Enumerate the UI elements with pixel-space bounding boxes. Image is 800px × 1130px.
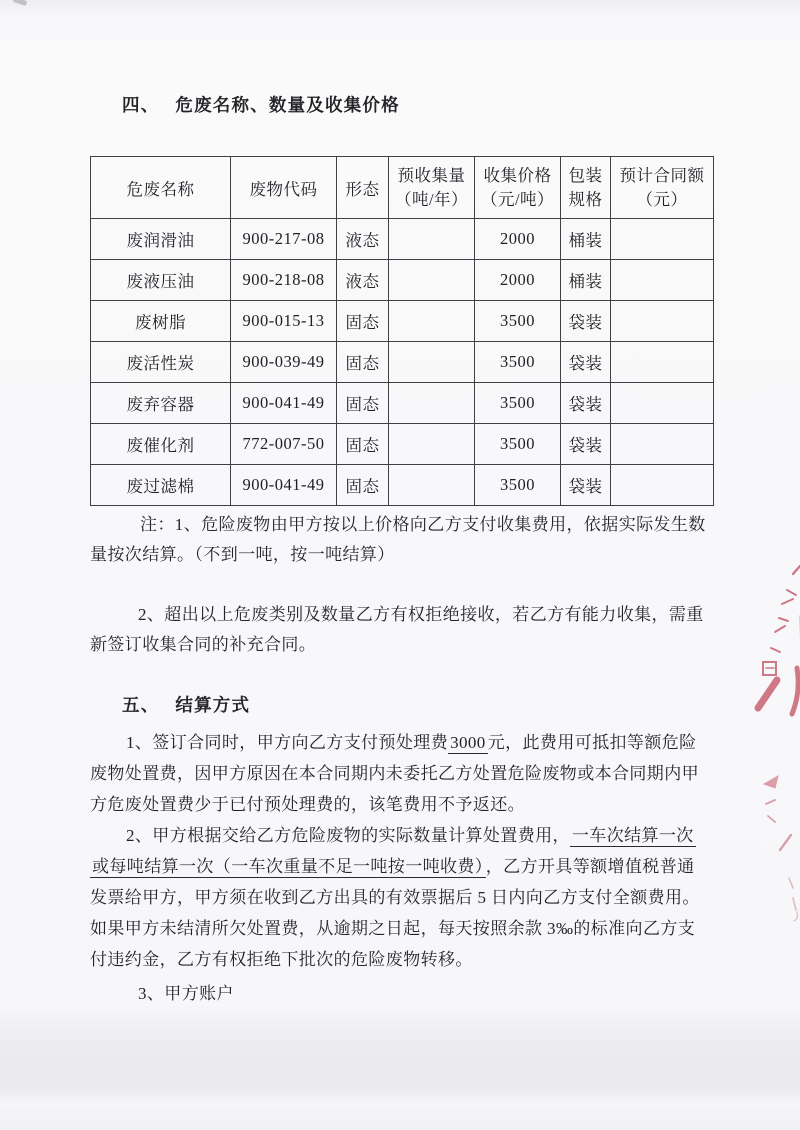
contract-line: 发票给甲方，甲方须在收到乙方出具的有效票据后 5 日内向乙方支付全额费用。 (90, 888, 700, 907)
cell-price: 2000 (475, 219, 561, 260)
contract-line: 废物处置费，因甲方原因在本合同期内未委托乙方处置危险废物或本合同期内甲 (90, 764, 699, 783)
cell-packaging: 袋装 (561, 301, 611, 342)
cell-packaging: 桶装 (561, 219, 611, 260)
col-header-amount: 预计合同额 （元） (611, 157, 714, 219)
table-row (91, 465, 714, 506)
cell-price: 3500 (475, 424, 561, 465)
table-row (91, 219, 714, 260)
note-paragraph-1 (90, 510, 730, 570)
contract-line: 注：1、危险废物由甲方按以上价格向乙方支付收集费用，依据实际发生数 (140, 515, 706, 534)
settlement-paragraph-3 (90, 978, 730, 1009)
cell-waste-code: 900-039-49 (231, 342, 337, 383)
section-4-heading (122, 90, 400, 120)
cell-packaging: 袋装 (561, 383, 611, 424)
contract-line: 新签订收集合同的补充合同。 (90, 635, 317, 654)
section-4-title: 危废名称、数量及收集价格 (175, 95, 400, 115)
cell-volume (389, 219, 475, 260)
cell-price: 3500 (475, 342, 561, 383)
contract-line: 或每吨结算一次（一车次重量不足一吨按一吨收费） ，乙方开具等额增值税普通 (92, 857, 695, 876)
cell-amount (611, 424, 714, 465)
table-row (91, 383, 714, 424)
cell-form: 液态 (337, 260, 389, 301)
contract-line: 付违约金，乙方有权拒绝下批次的危险废物转移。 (90, 950, 473, 969)
cell-price: 3500 (475, 301, 561, 342)
contract-line: 2、超出以上危废类别及数量乙方有权拒绝接收，若乙方有能力收集，需重 (138, 605, 704, 624)
cell-waste-name: 废催化剂 (91, 424, 231, 465)
cell-waste-code: 772-007-50 (231, 424, 337, 465)
cell-amount (611, 342, 714, 383)
settlement-paragraph-1 (90, 727, 730, 820)
settlement-paragraph-2 (90, 820, 730, 975)
contract-line: 如果甲方未结清所欠处置费，从逾期之日起，每天按照余款 3‰的标准向乙方支 (90, 919, 696, 938)
table-row (91, 342, 714, 383)
cell-packaging: 袋装 (561, 424, 611, 465)
cell-amount (611, 465, 714, 506)
underlined-amount: 3000 (450, 733, 486, 752)
col-header-volume: 预收集量 （吨/年） (389, 157, 475, 219)
cell-volume (389, 465, 475, 506)
cell-price: 3500 (475, 383, 561, 424)
cell-waste-code: 900-041-49 (231, 465, 337, 506)
col-header-packaging: 包装 规格 (561, 157, 611, 219)
cell-waste-code: 900-217-08 (231, 219, 337, 260)
cell-form: 固态 (337, 383, 389, 424)
cell-waste-code: 900-218-08 (231, 260, 337, 301)
cell-waste-name: 废弃容器 (91, 383, 231, 424)
cell-volume (389, 424, 475, 465)
cell-waste-name: 废树脂 (91, 301, 231, 342)
scan-artifact-mark (13, 0, 28, 6)
cell-form: 液态 (337, 219, 389, 260)
col-header-form: 形态 (337, 157, 389, 219)
contract-line: 1、签订合同时，甲方向乙方支付预处理费 3000 元，此费用可抵扣等额危险 (126, 733, 697, 752)
cell-amount (611, 301, 714, 342)
table-row (91, 260, 714, 301)
note-paragraph-2 (90, 600, 730, 660)
waste-price-table (90, 156, 714, 506)
cell-volume (389, 383, 475, 424)
contract-line: 2、甲方根据交给乙方危险废物的实际数量计算处置费用， 一车次结算一次 (126, 826, 694, 845)
cell-waste-code: 900-041-49 (231, 383, 337, 424)
cell-volume (389, 342, 475, 383)
section-5-heading (122, 690, 250, 720)
red-stamp-fragment-icon (758, 772, 800, 927)
cell-form: 固态 (337, 342, 389, 383)
cell-waste-code: 900-015-13 (231, 301, 337, 342)
col-header-waste-name: 危废名称 (91, 157, 231, 219)
red-stamp-fragment-icon (746, 556, 800, 729)
contract-line: 3、甲方账户 (138, 984, 234, 1003)
cell-waste-name: 废液压油 (91, 260, 231, 301)
cell-price: 3500 (475, 465, 561, 506)
underlined-phrase: 或每吨结算一次（一车次重量不足一吨按一吨收费） (92, 857, 484, 876)
cell-form: 固态 (337, 424, 389, 465)
table-header-row (91, 157, 714, 219)
cell-packaging: 桶装 (561, 260, 611, 301)
col-header-waste-code: 废物代码 (231, 157, 337, 219)
cell-price: 2000 (475, 260, 561, 301)
table-row (91, 424, 714, 465)
cell-form: 固态 (337, 465, 389, 506)
table-row (91, 301, 714, 342)
section-4-number: 四、 (122, 95, 160, 115)
contract-line: 量按次结算。（不到一吨，按一吨结算） (90, 545, 395, 564)
cell-amount (611, 219, 714, 260)
cell-waste-name: 废润滑油 (91, 219, 231, 260)
cell-form: 固态 (337, 301, 389, 342)
cell-amount (611, 383, 714, 424)
cell-packaging: 袋装 (561, 465, 611, 506)
cell-volume (389, 260, 475, 301)
section-5-number: 五、 (122, 695, 160, 715)
cell-waste-name: 废过滤棉 (91, 465, 231, 506)
contract-line: 方危废处置费少于已付预处理费的，该笔费用不予返还。 (90, 795, 525, 814)
cell-waste-name: 废活性炭 (91, 342, 231, 383)
cell-amount (611, 260, 714, 301)
underlined-phrase: 一车次结算一次 (571, 826, 694, 845)
col-header-price: 收集价格 （元/吨） (475, 157, 561, 219)
cell-volume (389, 301, 475, 342)
cell-packaging: 袋装 (561, 342, 611, 383)
section-5-title: 结算方式 (175, 695, 251, 715)
